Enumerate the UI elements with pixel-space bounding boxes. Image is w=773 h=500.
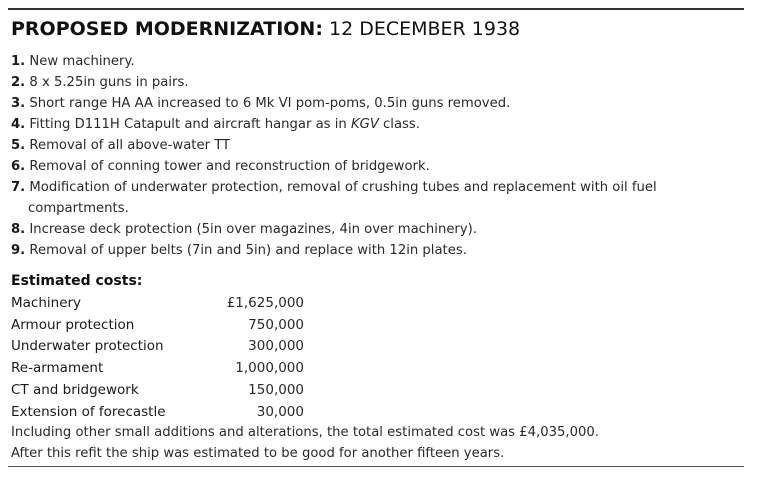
cost-row: [11, 401, 304, 423]
cost-label: Machinery: [11, 294, 82, 311]
cost-amount: 150,000: [248, 382, 304, 399]
list-item: [11, 177, 746, 219]
item-text-continuation: compartments.: [28, 201, 129, 216]
item-text-end: class.: [378, 117, 420, 132]
item-text: 8 x 5.25in guns in pairs.: [29, 75, 189, 90]
title-heading: PROPOSED MODERNIZATION:: [11, 18, 323, 40]
cost-label: Re-armament: [11, 360, 104, 377]
title-date: 12 DECEMBER 1938: [328, 18, 521, 40]
modernization-list: [11, 51, 746, 261]
cost-row: [11, 314, 304, 336]
item-text: Removal of upper belts (7in and 5in) and replace with 12in plates.: [29, 243, 467, 258]
cost-row: [11, 292, 304, 314]
item-number: 9.: [11, 243, 26, 258]
item-number: 7.: [11, 180, 26, 195]
item-number: 6.: [11, 159, 26, 174]
cost-amount: 300,000: [248, 338, 304, 355]
item-number: 4.: [11, 117, 26, 132]
list-item: [11, 114, 746, 135]
item-number: 1.: [11, 54, 26, 69]
item-number: 3.: [11, 96, 26, 111]
cost-amount: 1,000,000: [235, 360, 304, 377]
cost-row: [11, 336, 304, 358]
cost-amount: £1,625,000: [226, 294, 304, 311]
bottom-rule: [8, 466, 744, 467]
service-life-note: After this refit the ship was estimated to be good for another fifteen years.: [11, 446, 505, 461]
list-item: [11, 93, 746, 114]
section-title: [11, 16, 520, 42]
cost-label: Extension of forecastle: [11, 403, 166, 420]
total-cost-note: Including other small additions and alterations, the total estimated cost was £4,035,000.: [11, 425, 599, 440]
item-text-italic: KGV: [350, 117, 379, 132]
cost-amount: 30,000: [256, 403, 304, 420]
item-text: Removal of conning tower and reconstruction of bridgework.: [29, 159, 430, 174]
cost-amount: 750,000: [248, 316, 304, 333]
item-text: Removal of all above-water TT: [29, 138, 231, 153]
item-number: 5.: [11, 138, 26, 153]
item-text: Increase deck protection (5in over magazines, 4in over machinery).: [29, 222, 477, 237]
list-item: [11, 156, 746, 177]
item-text: New machinery.: [29, 54, 135, 69]
cost-row: [11, 379, 304, 401]
list-item: [11, 72, 746, 93]
top-rule: [8, 8, 744, 10]
item-text: Fitting D111H Catapult and aircraft hangar as in: [29, 117, 351, 132]
item-text: Modification of underwater protection, removal of crushing tubes and replacement with oil fuel: [29, 180, 657, 195]
cost-label: CT and bridgework: [11, 382, 139, 399]
cost-label: Underwater protection: [11, 338, 164, 355]
item-number: 2.: [11, 75, 26, 90]
costs-table: [11, 292, 304, 423]
costs-heading: Estimated costs:: [11, 273, 143, 289]
list-item: [11, 135, 746, 156]
item-number: 8.: [11, 222, 26, 237]
cost-label: Armour protection: [11, 316, 135, 333]
list-item: [11, 51, 746, 72]
item-text: Short range HA AA increased to 6 Mk VI pom-poms, 0.5in guns removed.: [29, 96, 511, 111]
list-item: [11, 219, 746, 240]
list-item: [11, 240, 746, 261]
cost-row: [11, 357, 304, 379]
